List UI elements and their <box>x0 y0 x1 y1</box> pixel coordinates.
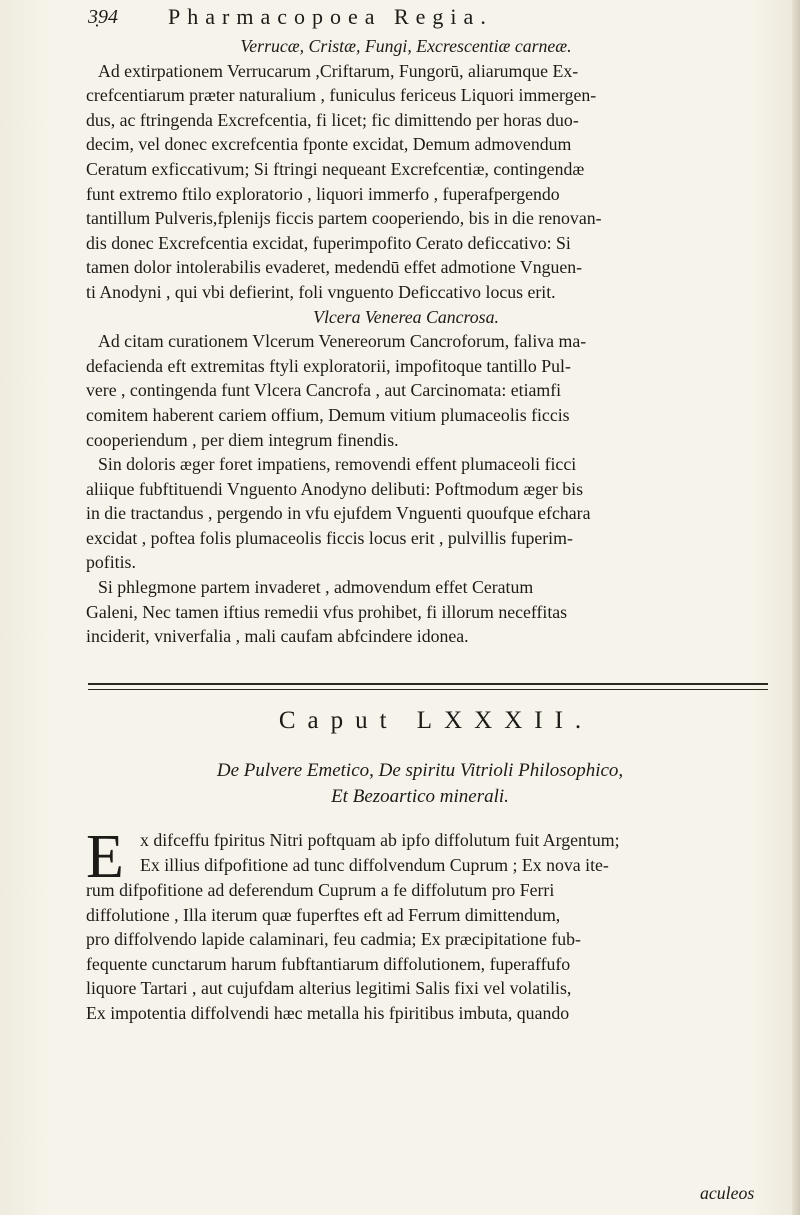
catchword: aculeos <box>700 1183 755 1203</box>
text-line: fequente cunctarum harum fubftantiarum diffolutionem, fuperaffufo <box>86 953 571 974</box>
text-line: dus, ac ftringenda Excrefcentia, fi licet; fic dimittendo per horas duo- <box>86 109 579 130</box>
text-line: tamen dolor intolerabilis evaderet, medendū effet admotione Vnguen- <box>86 257 583 278</box>
running-header <box>88 4 728 34</box>
text-line: aliique fubftituendi Vnguento Anodyno delibuti: Poftmodum æger bis <box>86 478 584 499</box>
text-block-dropcap-lines <box>140 828 766 877</box>
text-line: pofitis. <box>86 552 136 573</box>
text-line: inciderit, vniverfalia , mali caufam abfcindere idonea. <box>86 626 469 647</box>
text-block-lower <box>86 878 766 1026</box>
text-line: diffolutione , Illa iterum quæ fuperftes eft ad Ferrum dimittendum, <box>86 904 561 925</box>
chapter-subtitle-2: Et Bezoartico minerali. <box>331 786 509 807</box>
running-title: Pharmacopoea Regia. <box>168 4 493 29</box>
text-line: Sin doloris æger foret impatiens, removendi effent plumaceoli ficci <box>98 454 577 475</box>
text-line: dis donec Excrefcentia excidat, fuperimpofito Cerato deficcativo: Si <box>86 232 571 253</box>
drop-cap: E <box>86 823 124 891</box>
text-line: crefcentiarum præter naturalium , funiculus fericeus Liquori immergen- <box>86 85 597 106</box>
text-line: tantillum Pulveris,fplenijs ficcis partem cooperiendo, bis in die renovan- <box>86 208 602 229</box>
text-line: ti Anodyni , qui vbi defierint, foli vnguento Deficcativo locus erit. <box>86 281 556 302</box>
page-edge <box>792 0 800 1215</box>
text-block-upper <box>86 34 766 649</box>
text-line: Galeni, Nec tamen iftius remedii vfus prohibet, fi illorum neceffitas <box>86 601 568 622</box>
text-line: in die tractandus , pergendo in vfu ejufdem Vnguenti quoufque efchara <box>86 503 591 524</box>
page-number: 3̣94 <box>88 6 118 28</box>
text-line: defacienda eft extremitas ftyli exploratorii, impofitoque tantillo Pul- <box>86 355 571 376</box>
text-line: cooperiendum , per diem integrum finendis. <box>86 429 399 450</box>
text-line: comitem haberent cariem offium, Demum vitium plumaceolis ficcis <box>86 404 570 425</box>
text-line: liquore Tartari , aut cujufdam alterius legitimi Salis fixi vel volatilis, <box>86 978 572 999</box>
text-line: decim, vel donec excrefcentia fponte excidat, Demum admovendum <box>86 134 572 155</box>
text-line: Si phlegmone partem invaderet , admovendum effet Ceratum <box>98 577 534 598</box>
text-line: Ex impotentia diffolvendi hæc metalla his fpiritibus imbuta, quando <box>86 1002 570 1023</box>
section-heading-verrucae: Verrucæ, Cristæ, Fungi, Excrescentiæ carneæ. <box>240 36 572 56</box>
text-line: Ad extirpationem Verrucarum ,Criftarum, Fungorū, aliarumque Ex- <box>98 60 579 81</box>
text-line: Ceratum exficcativum; Si ftringi nequeant Excrefcentiæ, contingendæ <box>86 158 585 179</box>
text-line: vere , contingenda funt Vlcera Cancrofa , aut Carcinomata: etiamfi <box>86 380 562 401</box>
text-line: Ex illius difpofitione ad tunc diffolvendum Cuprum ; Ex nova ite- <box>140 854 609 875</box>
text-line: funt extremo ftilo exploratorio , liquori immerfo , fuperafpergendo <box>86 183 560 204</box>
text-line: pro diffolvendo lapide calaminari, feu cadmia; Ex præcipitatione fub- <box>86 929 581 950</box>
text-line: excidat , poftea folis plumaceolis ficcis locus erit , pulvillis fuperim- <box>86 527 573 548</box>
chapter-title: Caput LXXXII. <box>278 707 594 734</box>
section-divider <box>88 683 768 690</box>
text-line: x difceffu fpiritus Nitri poftquam ab ipfo diffolutum fuit Argentum; <box>140 830 620 850</box>
text-line: rum difpofitione ad deferendum Cuprum a fe diffolutum pro Ferri <box>86 880 555 900</box>
section-heading-ulcera: Vlcera Venerea Cancrosa. <box>313 306 499 327</box>
text-line: Ad citam curationem Vlcerum Venereorum Cancroforum, faliva ma- <box>98 331 587 352</box>
chapter-subtitle-1: De Pulvere Emetico, De spiritu Vitrioli Philosophico, <box>216 760 624 781</box>
